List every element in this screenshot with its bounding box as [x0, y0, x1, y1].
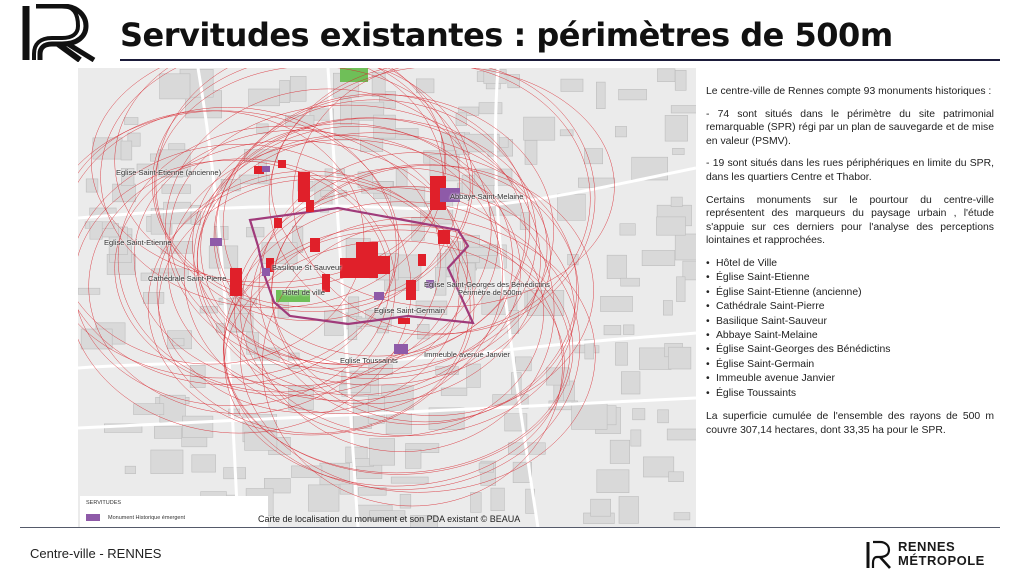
paragraph-surface: La superficie cumulée de l'ensemble des rayons de 500 m couvre 307,14 hectares, dont 33,35 ha pour le SPR. — [706, 411, 994, 436]
list-item: • Basilique Saint-Sauveur — [706, 315, 994, 329]
legend-title: SERVITUDES — [86, 500, 122, 506]
map-label: Eglise Saint-Etienne — [104, 238, 172, 247]
footer-brand — [898, 540, 985, 568]
map-label: Hôtel de ville — [282, 288, 325, 297]
map-label: Abbaye Saint-Melaine — [450, 192, 524, 201]
paragraph-peripheral: - 19 sont situés dans les rues périphériques en limite du SPR, dans les quartiers Centre et Thabor. — [706, 158, 994, 183]
paragraph-spr: - 74 sont situés dans le périmètre du site patrimonial remarquable (SPR) régi par un plan de sauvegarde et de mise en valeur (PSMV). — [706, 108, 994, 147]
map-label: Eglise Saint-Georges des Bénédictins — [424, 280, 550, 289]
map-label: Eglise Saint-Germain — [374, 306, 445, 315]
list-item: • Église Saint-Etienne — [706, 271, 994, 285]
list-item: • Église Saint-Etienne (ancienne) — [706, 286, 994, 300]
map-label: Cathédrale Saint-Pierre — [148, 274, 227, 283]
legend-item — [86, 514, 262, 521]
monument-list — [706, 257, 994, 401]
footer-divider — [20, 527, 1000, 528]
map-label: Basilique St Sauveur — [272, 263, 342, 272]
list-item: • Immeuble avenue Janvier — [706, 372, 994, 386]
list-item: • Abbaye Saint-Melaine — [706, 329, 994, 343]
description-panel — [706, 85, 994, 446]
list-item: • Église Toussaints — [706, 387, 994, 401]
map-label: Eglise Saint-Etienne (ancienne) — [116, 168, 222, 177]
rennes-logo — [22, 4, 100, 62]
map-caption: Carte de localisation du monument et son PDA existant © BEAUA — [258, 514, 521, 524]
list-item: • Hôtel de Ville — [706, 257, 994, 271]
map-drawing — [78, 68, 696, 528]
legend-swatch — [86, 514, 100, 521]
list-item: • Cathédrale Saint-Pierre — [706, 300, 994, 314]
footer-location: Centre-ville - RENNES — [30, 546, 162, 561]
servitudes-map — [78, 68, 696, 528]
paragraph-intro: Le centre-ville de Rennes compte 93 monuments historiques : — [706, 86, 992, 97]
legend-label: Monument Historique émergent — [108, 514, 186, 521]
brand-line-2: MÉTROPOLE — [898, 553, 985, 568]
map-label: Périmètre de 500m — [458, 288, 522, 297]
rennes-metropole-logo-icon — [866, 540, 892, 570]
map-label: Immeuble avenue Janvier — [424, 350, 510, 359]
map-legend — [80, 496, 268, 528]
title-divider — [120, 59, 1000, 61]
map-label: Eglise Toussaints — [340, 356, 398, 365]
list-item: • Église Saint-Germain — [706, 358, 994, 372]
paragraph-markers: Certains monuments sur le pourtour du centre-ville représentent des marqueurs du paysage urbain , l'étude s'appuie sur ces derniers pour l'analyse des perceptions lointaines et rapprochées. — [706, 194, 994, 247]
brand-line-1: RENNES — [898, 539, 956, 554]
page-title: Servitudes existantes : périmètres de 500m — [120, 16, 893, 54]
list-item: • Église Saint-Georges des Bénédictins — [706, 343, 994, 357]
